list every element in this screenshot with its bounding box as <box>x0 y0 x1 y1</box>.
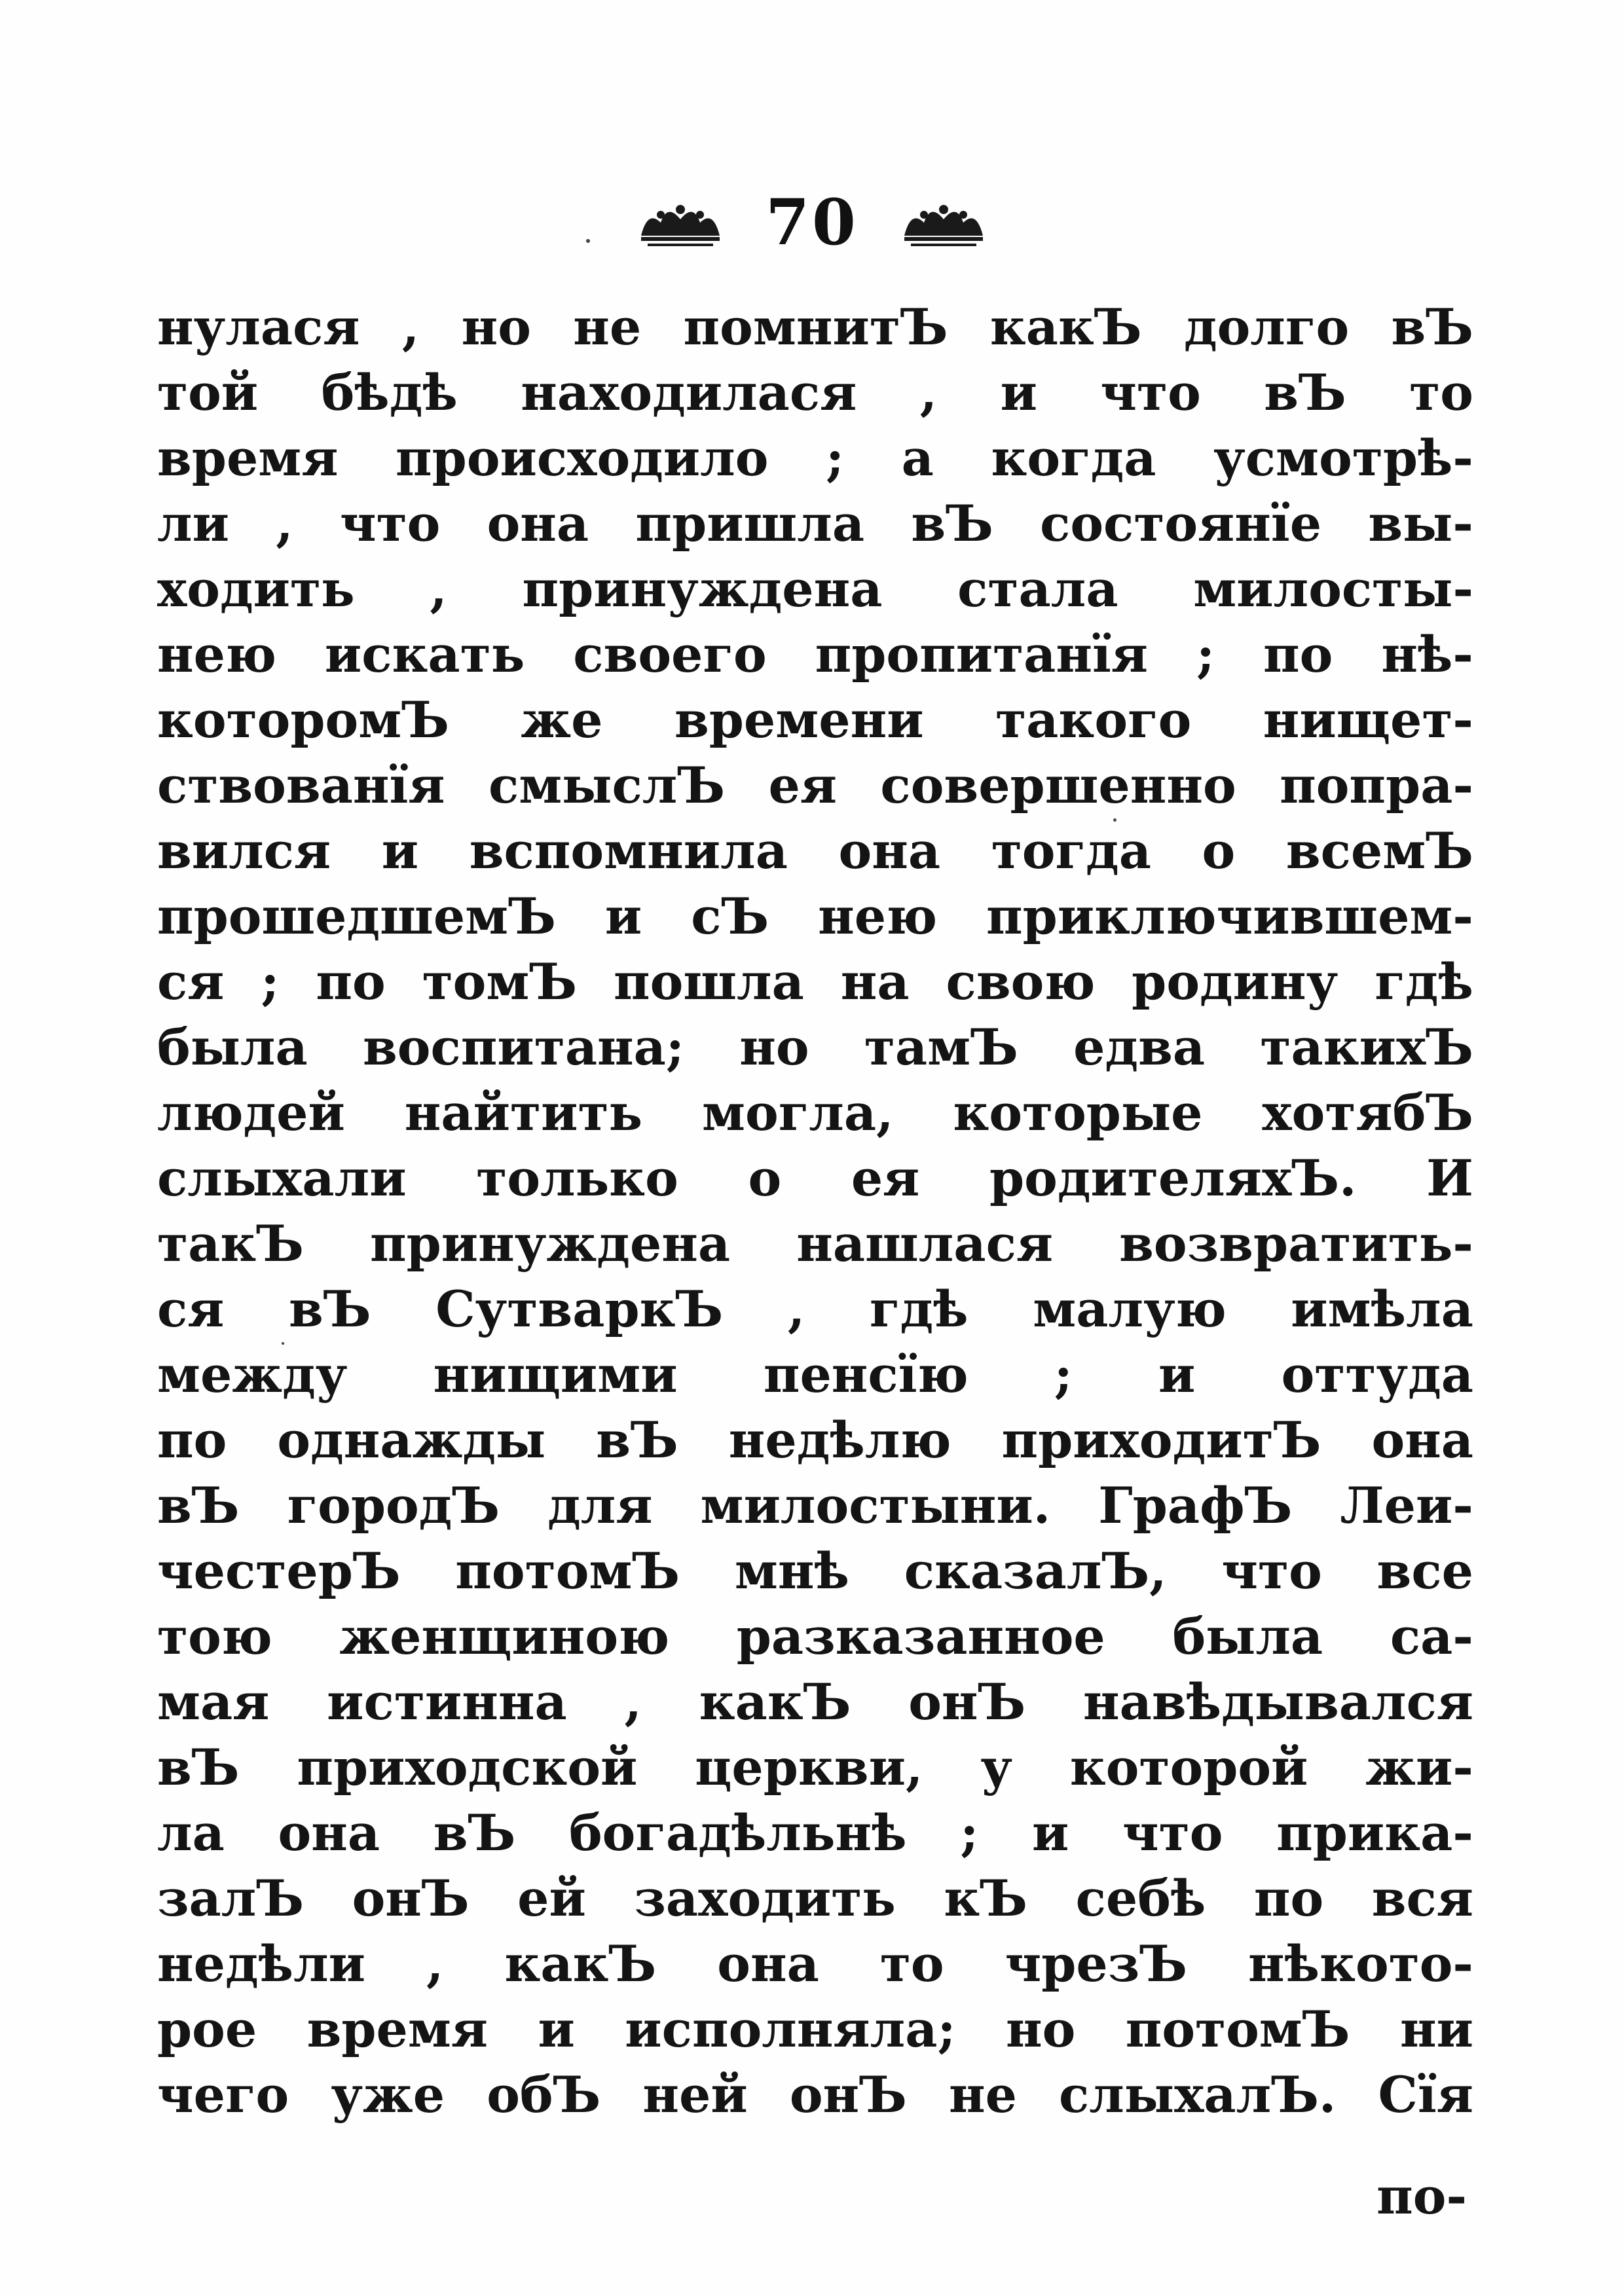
word: о <box>1202 822 1236 880</box>
word: ея <box>768 756 837 814</box>
word: томЪ <box>422 953 578 1011</box>
word: по <box>1263 625 1333 683</box>
word: нею <box>818 887 938 945</box>
word: свою <box>946 953 1096 1011</box>
word: са- <box>1390 1607 1473 1666</box>
word: СутваркЪ <box>435 1280 724 1338</box>
text-line <box>157 1211 1473 1277</box>
word: только <box>476 1149 678 1207</box>
word: время <box>157 429 339 487</box>
word: но <box>739 1018 809 1076</box>
word: мая <box>157 1673 270 1731</box>
word: вЪ <box>1264 363 1346 422</box>
word: что <box>1221 1542 1322 1600</box>
word: ся <box>157 953 225 1011</box>
word: онЪ <box>352 1869 470 1927</box>
print-speck <box>1113 818 1116 822</box>
word: разказанное <box>736 1607 1105 1666</box>
text-line <box>157 1277 1473 1342</box>
word: и <box>1031 1804 1069 1862</box>
word: богадѣльнѣ <box>568 1804 907 1862</box>
word: была <box>157 1018 308 1076</box>
word: чрезЪ <box>1005 1935 1187 1993</box>
word: пенсїю <box>763 1345 969 1404</box>
word: что <box>339 494 441 553</box>
word: ла <box>157 1804 225 1862</box>
word: уже <box>331 2066 445 2124</box>
word: нѣкото- <box>1248 1935 1473 1993</box>
word: а <box>901 429 934 487</box>
word: все <box>1376 1542 1473 1600</box>
word: о <box>748 1149 782 1207</box>
word: какЪ <box>699 1673 851 1731</box>
word: то <box>1409 363 1473 422</box>
word: нею <box>157 625 276 683</box>
word: , <box>401 298 420 356</box>
text-line <box>157 1866 1473 1931</box>
word: возвратить- <box>1119 1214 1473 1273</box>
word: по <box>1253 1869 1324 1927</box>
word: для <box>547 1476 653 1535</box>
word: но <box>1005 2000 1076 2058</box>
word: такЪ <box>157 1214 304 1273</box>
word: времени <box>674 691 924 749</box>
word: хотябЪ <box>1262 1084 1473 1142</box>
word: исполняла; <box>625 2000 956 2058</box>
word: нищет- <box>1263 691 1473 749</box>
word: вЪ <box>1391 298 1473 356</box>
print-speck <box>282 1342 284 1345</box>
word: воспитана; <box>362 1018 684 1076</box>
word: той <box>157 363 259 422</box>
word: милосты- <box>1193 560 1473 618</box>
word: обЪ <box>487 2066 601 2124</box>
body-text <box>157 295 1473 2128</box>
word: приключившем- <box>986 887 1473 945</box>
word: помнитЪ <box>683 298 948 356</box>
word: тамЪ <box>864 1018 1018 1076</box>
word: ней <box>642 2066 748 2124</box>
word: какЪ <box>989 298 1142 356</box>
text-line <box>157 1604 1473 1669</box>
word: сказалЪ, <box>904 1542 1167 1600</box>
word: заходить <box>634 1869 896 1927</box>
word: ствованїя <box>157 756 445 814</box>
word: рое <box>157 2000 257 2058</box>
word: городЪ <box>287 1476 500 1535</box>
word: , <box>787 1280 805 1338</box>
text-line <box>157 1080 1473 1146</box>
word: оттуда <box>1281 1345 1473 1404</box>
word: тою <box>157 1607 272 1666</box>
text-line <box>157 491 1473 556</box>
text-line <box>157 949 1473 1015</box>
word: не <box>948 2066 1017 2124</box>
word: ; <box>960 1804 979 1862</box>
word: же <box>521 691 603 749</box>
page-header <box>0 177 1624 268</box>
word: залЪ <box>157 1869 304 1927</box>
word: она <box>838 822 941 880</box>
word: вы- <box>1368 494 1473 553</box>
word: навѣдывался <box>1082 1673 1473 1731</box>
word: совершенно <box>880 756 1236 814</box>
word: у <box>980 1738 1012 1796</box>
word: пришла <box>635 494 865 553</box>
word: вЪ <box>289 1280 371 1338</box>
word: не <box>573 298 642 356</box>
text-line <box>157 1342 1473 1408</box>
word: принуждена <box>370 1214 731 1273</box>
word: ей <box>517 1869 586 1927</box>
word: прошедшемЪ <box>157 887 556 945</box>
word: могла, <box>702 1084 894 1142</box>
text-line <box>157 753 1473 818</box>
word: такого <box>995 691 1192 749</box>
word: усмотрѣ- <box>1213 429 1473 487</box>
word: сЪ <box>691 887 769 945</box>
word: и <box>538 2000 575 2058</box>
word: смыслЪ <box>489 756 726 814</box>
word: милостыни. <box>700 1476 1051 1535</box>
word: ; <box>1196 625 1215 683</box>
word: вспомнила <box>469 822 788 880</box>
word: когда <box>991 429 1156 487</box>
word: была <box>1172 1607 1323 1666</box>
word: имѣла <box>1291 1280 1473 1338</box>
word: бѣдѣ <box>321 363 458 422</box>
word: потомЪ <box>455 1542 680 1600</box>
word: И <box>1426 1149 1473 1207</box>
text-line <box>157 2062 1473 2128</box>
word: жи- <box>1365 1738 1473 1796</box>
word: вся <box>1371 1869 1473 1927</box>
word: честерЪ <box>157 1542 401 1600</box>
word: гдѣ <box>869 1280 969 1338</box>
word: родителяхЪ. <box>989 1149 1357 1207</box>
text-line <box>157 818 1473 884</box>
text-line <box>157 1931 1473 1997</box>
word: по <box>157 1411 227 1469</box>
word: принуждена <box>522 560 883 618</box>
word: тогда <box>991 822 1151 880</box>
word: онЪ <box>908 1673 1026 1731</box>
word: нѣ- <box>1381 625 1473 683</box>
print-speck <box>586 239 590 243</box>
word: между <box>157 1345 348 1404</box>
word: которые <box>953 1084 1203 1142</box>
crown-ornament-icon <box>635 196 726 249</box>
word: людей <box>157 1084 345 1142</box>
word: ходить <box>157 560 355 618</box>
text-line <box>157 622 1473 687</box>
word: прика- <box>1276 1804 1473 1862</box>
word: вЪ <box>157 1476 240 1535</box>
word: долго <box>1183 298 1350 356</box>
word: недѣли <box>157 1935 366 1993</box>
text-line <box>157 1669 1473 1735</box>
word: попра- <box>1280 756 1473 814</box>
word: чего <box>157 2066 289 2124</box>
word: то <box>879 1935 944 1993</box>
word: вЪ <box>911 494 993 553</box>
word: состоянїе <box>1040 494 1322 553</box>
word: пропитанїя <box>815 625 1149 683</box>
word: онЪ <box>789 2066 907 2124</box>
word: недѣлю <box>728 1411 951 1469</box>
word: которомЪ <box>157 691 449 749</box>
word: приходитЪ <box>1001 1411 1321 1469</box>
word: однажды <box>277 1411 546 1469</box>
word: , <box>624 1673 642 1731</box>
word: всемЪ <box>1285 822 1473 880</box>
word: она <box>487 494 589 553</box>
word: вЪ <box>433 1804 516 1862</box>
word: малую <box>1033 1280 1227 1338</box>
text-line <box>157 556 1473 622</box>
text-line <box>157 884 1473 949</box>
word: , <box>919 363 938 422</box>
word: она <box>278 1804 380 1862</box>
word: своего <box>573 625 767 683</box>
text-line <box>157 1408 1473 1473</box>
word: кЪ <box>944 1869 1028 1927</box>
crown-ornament-icon <box>898 196 989 249</box>
word: что <box>1100 363 1201 422</box>
word: потомЪ <box>1125 2000 1350 2058</box>
word: мнѣ <box>734 1542 849 1600</box>
word: время <box>306 2000 489 2058</box>
word: , <box>430 560 447 618</box>
word: ся <box>157 1280 225 1338</box>
text-line <box>157 1735 1473 1800</box>
word: родину <box>1132 953 1338 1011</box>
word: и <box>1000 363 1038 422</box>
catchword: по- <box>1376 2167 1467 2225</box>
word: ; <box>261 953 280 1011</box>
word: едва <box>1073 1018 1206 1076</box>
word: которой <box>1069 1738 1308 1796</box>
word: , <box>276 494 293 553</box>
word: себѣ <box>1075 1869 1206 1927</box>
text-line <box>157 426 1473 491</box>
word: но <box>461 298 531 356</box>
word: Сїя <box>1378 2066 1473 2124</box>
word: нулася <box>157 298 360 356</box>
word: что <box>1122 1804 1223 1862</box>
word: ея <box>851 1149 920 1207</box>
word: ; <box>826 429 845 487</box>
text-line <box>157 295 1473 360</box>
word: нищими <box>433 1345 678 1404</box>
word: по <box>316 953 386 1011</box>
word: нашлася <box>796 1214 1053 1273</box>
word: слыхали <box>157 1149 407 1207</box>
word: найтить <box>404 1084 643 1142</box>
text-line <box>157 687 1473 753</box>
word: , <box>426 1935 444 1993</box>
word: и <box>604 887 642 945</box>
word: искать <box>324 625 525 683</box>
page-number: 70 <box>766 185 858 259</box>
text-line <box>157 1146 1473 1211</box>
text-line <box>157 1015 1473 1080</box>
word: происходило <box>396 429 769 487</box>
word: она <box>717 1935 819 1993</box>
word: вЪ <box>596 1411 678 1469</box>
word: женщиною <box>339 1607 669 1666</box>
word: Леи- <box>1340 1476 1473 1535</box>
word: и <box>381 822 419 880</box>
text-line <box>157 1539 1473 1604</box>
text-line <box>157 1997 1473 2062</box>
word: какЪ <box>504 1935 657 1993</box>
word: она <box>1371 1411 1473 1469</box>
word: слыхалЪ. <box>1059 2066 1337 2124</box>
word: гдѣ <box>1375 953 1473 1011</box>
word: на <box>840 953 910 1011</box>
word: вился <box>157 822 331 880</box>
word: ли <box>157 494 229 553</box>
word: такихЪ <box>1260 1018 1473 1076</box>
word: вЪ <box>157 1738 240 1796</box>
word: находилася <box>521 363 857 422</box>
word: церкви, <box>695 1738 923 1796</box>
word: ни <box>1399 2000 1473 2058</box>
word: ; <box>1054 1345 1073 1404</box>
word: истинна <box>327 1673 567 1731</box>
word: ГрафЪ <box>1098 1476 1293 1535</box>
word: и <box>1158 1345 1196 1404</box>
word: стала <box>957 560 1118 618</box>
text-line <box>157 1473 1473 1539</box>
word: пошла <box>614 953 804 1011</box>
text-line <box>157 1800 1473 1866</box>
word: приходской <box>297 1738 638 1796</box>
text-line <box>157 360 1473 426</box>
